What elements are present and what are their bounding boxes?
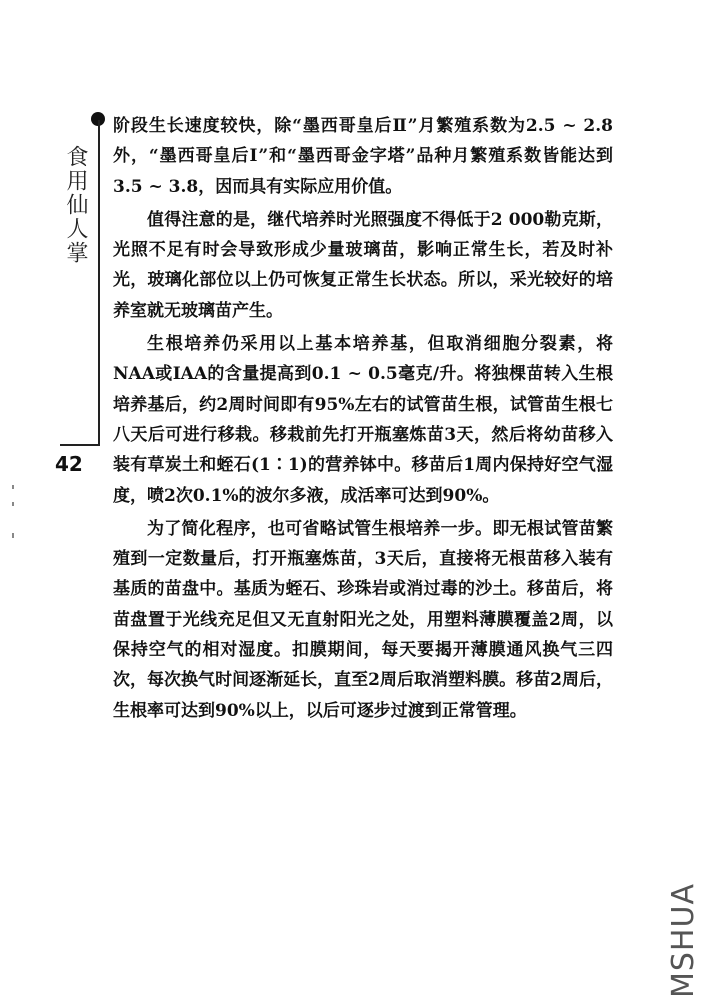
page-number: 42 <box>55 452 83 476</box>
paragraph-1: 阶段生长速度较快，除“墨西哥皇后Ⅱ”月繁殖系数为2.5 ~ 2.8外，“墨西哥皇后Ⅰ”和“墨西哥金字塔”品种月繁殖系数皆能达到3.5 ~ 3.8，因而具有实际应用价值。 <box>113 116 613 197</box>
paragraph-3: 生根培养仍采用以上基本培养基，但取消细胞分裂素，将NAA或IAA的含量提高到0.1 ~ 0.5毫克/升。将独棵苗转入生根培养基后，约2周时间即有95%左右的试管苗生根，试管苗生根七八天后可进行移栽。移栽前先打开瓶塞炼苗3天，然后将幼苗移入装有草炭土和蛭石(1∶1)的营养钵中。移苗后1周内保持好空气湿度，喷2次0.1%的波尔多液，成活率可达到90%。 <box>113 334 613 506</box>
paragraph-4: 为了简化程序，也可省略试管生根培养一步。即无根试管苗繁殖到一定数量后，打开瓶塞炼苗，3天后，直接将无根苗移入装有基质的苗盘中。基质为蛭石、珍珠岩或消过毒的沙土。移苗后，将苗盘置于光线充足但又无直射阳光之处，用塑料薄膜覆盖2周，以保持空气的相对湿度。扣膜期间，每天要揭开薄膜通风换气三四次，每次换气时间逐渐延长，直至2周后取消塑料膜。移苗2周后，生根率可达到90%以上，以后可逐步过渡到正常管理。 <box>113 518 613 721</box>
scan-speck <box>12 485 14 489</box>
body-text <box>113 111 613 729</box>
paragraph-2: 值得注意的是，继代培养时光照强度不得低于2 000勒克斯，光照不足有时会导致形成少量玻璃苗，影响正常生长，若及时补光，玻璃化部位以上仍可恢复正常生长状态。所以，采光较好的培养室就无玻璃苗产生。 <box>113 209 613 321</box>
scan-speck <box>12 533 14 538</box>
margin-rule <box>98 120 100 445</box>
margin-rule-foot <box>60 444 100 446</box>
watermark: MSHUA <box>666 883 701 998</box>
running-head-title: 食用仙人掌 <box>63 145 88 265</box>
scan-speck <box>12 502 14 506</box>
